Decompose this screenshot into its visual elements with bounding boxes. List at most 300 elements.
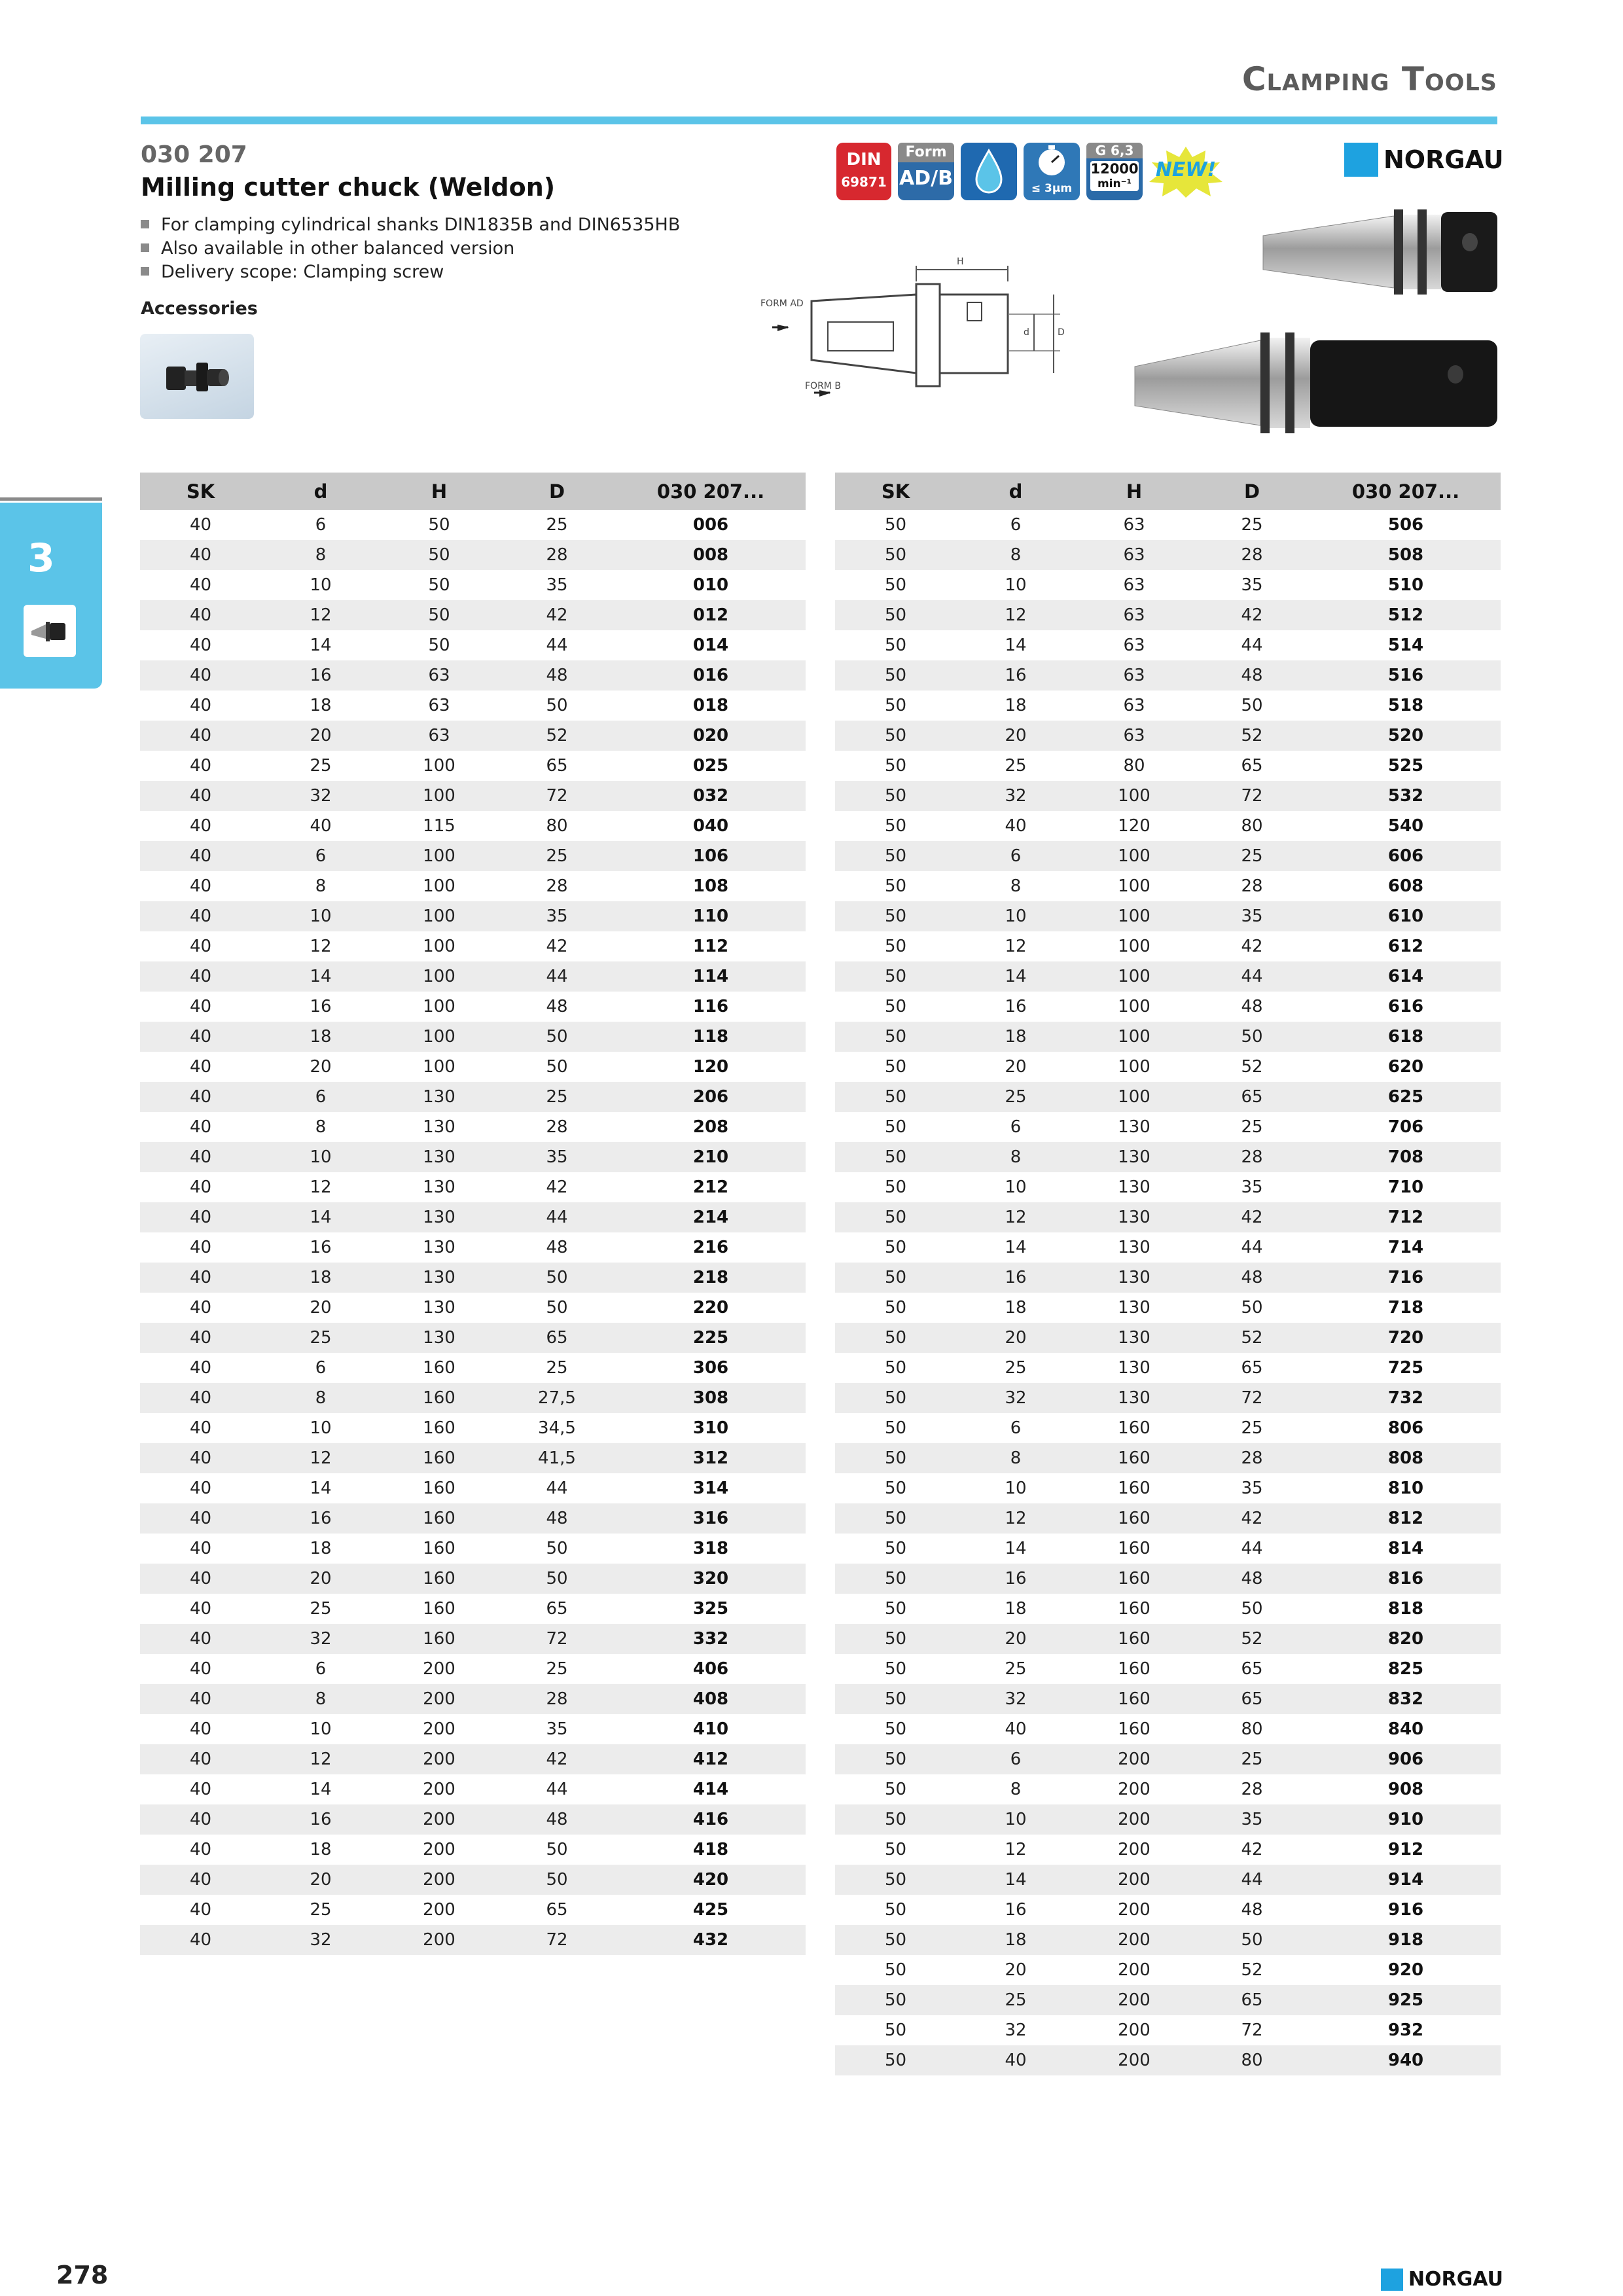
table-cell: 40 <box>189 1298 212 1318</box>
table-cell: 100 <box>1118 1087 1150 1107</box>
table-cell: 120 <box>1118 816 1150 836</box>
order-number-cell: 218 <box>692 1268 729 1287</box>
table-row <box>835 781 1501 811</box>
table-row <box>835 691 1501 721</box>
table-cell: 48 <box>1241 997 1263 1016</box>
table-cell: 72 <box>546 1629 568 1649</box>
order-number-cell: 212 <box>692 1177 729 1197</box>
table-cell: 12 <box>310 1177 332 1197</box>
order-number-cell: 220 <box>692 1298 729 1318</box>
table-cell: 10 <box>1005 1177 1027 1197</box>
table-cell: 16 <box>1005 1900 1027 1920</box>
table-cell: 35 <box>1241 1177 1263 1197</box>
table-cell: 16 <box>310 1238 332 1257</box>
order-number-cell: 840 <box>1387 1719 1424 1739</box>
order-number-cell: 010 <box>692 575 729 595</box>
table-cell: 65 <box>546 1900 568 1920</box>
order-number-cell: 114 <box>692 967 729 986</box>
table-cell: 40 <box>189 1629 212 1649</box>
table-cell: 130 <box>423 1298 455 1318</box>
table-cell: 50 <box>884 1689 907 1709</box>
table-cell: 40 <box>189 1087 212 1107</box>
table-cell: 14 <box>1005 1238 1027 1257</box>
table-cell: 12 <box>1005 1208 1027 1227</box>
table-cell: 8 <box>315 1388 327 1408</box>
order-number-cell: 310 <box>692 1418 729 1438</box>
table-body <box>835 510 1501 2075</box>
order-number-cell: 718 <box>1387 1298 1424 1318</box>
table-cell: 50 <box>884 876 907 896</box>
table-cell: 14 <box>1005 1539 1027 1558</box>
table-cell: 48 <box>546 997 568 1016</box>
table-cell: 42 <box>546 605 568 625</box>
table-cell: 48 <box>546 1238 568 1257</box>
order-number-cell: 320 <box>692 1569 729 1588</box>
table-header <box>140 473 806 510</box>
table-row <box>140 1744 806 1774</box>
table-cell: 50 <box>1241 1027 1263 1047</box>
order-number-cell: 410 <box>692 1719 729 1739</box>
table-cell: 40 <box>189 1749 212 1769</box>
table-cell: 160 <box>423 1509 455 1528</box>
col-header-h: H <box>1126 480 1143 503</box>
table-body <box>140 510 806 1955</box>
table-cell: 44 <box>1241 1238 1263 1257</box>
table-row <box>140 1684 806 1714</box>
order-number-cell: 106 <box>692 846 729 866</box>
table-cell: 50 <box>884 1719 907 1739</box>
table-row <box>140 1353 806 1383</box>
order-number-cell: 210 <box>692 1147 729 1167</box>
table-cell: 20 <box>1005 1960 1027 1980</box>
table-cell: 6 <box>315 1087 327 1107</box>
table-cell: 42 <box>546 937 568 956</box>
table-cell: 50 <box>884 1177 907 1197</box>
col-header-order-no: 030 207... <box>1351 480 1460 503</box>
order-number-cell: 516 <box>1387 666 1424 685</box>
table-row <box>835 1925 1501 1955</box>
table-cell: 6 <box>315 846 327 866</box>
order-number-cell: 518 <box>1387 696 1424 715</box>
table-cell: 200 <box>423 1780 455 1799</box>
table-cell: 50 <box>546 1840 568 1859</box>
table-cell: 130 <box>1118 1328 1150 1348</box>
table-row <box>835 660 1501 691</box>
order-number-cell: 806 <box>1387 1418 1424 1438</box>
order-number-cell: 416 <box>692 1810 729 1829</box>
order-number-cell: 012 <box>692 605 729 625</box>
table-row <box>835 1955 1501 1985</box>
table-cell: 200 <box>423 1719 455 1739</box>
table-cell: 25 <box>1241 846 1263 866</box>
norgau-logo-mark-footer <box>1381 2269 1403 2291</box>
table-cell: 115 <box>423 816 455 836</box>
table-cell: 65 <box>1241 1358 1263 1378</box>
order-number-cell: 112 <box>692 937 729 956</box>
table-cell: 50 <box>884 515 907 535</box>
table-row <box>140 992 806 1022</box>
table-cell: 50 <box>884 1840 907 1859</box>
table-cell: 40 <box>189 1719 212 1739</box>
order-number-cell: 525 <box>1387 756 1424 776</box>
table-cell: 63 <box>1123 605 1145 625</box>
table-cell: 80 <box>1123 756 1145 776</box>
order-number-cell: 025 <box>692 756 729 776</box>
table-cell: 40 <box>189 726 212 745</box>
table-cell: 50 <box>884 1569 907 1588</box>
table-row <box>140 1835 806 1865</box>
table-row <box>140 1052 806 1082</box>
table-cell: 50 <box>884 1479 907 1498</box>
chuck-photo-large <box>1130 314 1499 445</box>
table-row <box>140 1714 806 1744</box>
table-cell: 40 <box>189 967 212 986</box>
table-cell: 50 <box>428 515 450 535</box>
order-number-cell: 208 <box>692 1117 729 1137</box>
accessories-label: Accessories <box>141 298 258 319</box>
table-row <box>835 1534 1501 1564</box>
table-cell: 50 <box>884 1810 907 1829</box>
table-cell: 16 <box>1005 666 1027 685</box>
table-row <box>140 1594 806 1624</box>
order-number-cell: 532 <box>1387 786 1424 806</box>
order-number-cell: 610 <box>1387 906 1424 926</box>
table-cell: 8 <box>315 545 327 565</box>
table-cell: 44 <box>1241 1539 1263 1558</box>
product-code: 030 207 <box>141 141 247 168</box>
table-cell: 50 <box>884 997 907 1016</box>
table-row <box>835 1684 1501 1714</box>
table-cell: 48 <box>546 666 568 685</box>
table-cell: 50 <box>546 1569 568 1588</box>
col-header-d: d <box>313 480 328 503</box>
table-cell: 40 <box>189 1418 212 1438</box>
order-number-cell: 216 <box>692 1238 729 1257</box>
table-cell: 130 <box>423 1238 455 1257</box>
table-cell: 52 <box>1241 1328 1263 1348</box>
table-cell: 72 <box>546 786 568 806</box>
order-number-cell: 925 <box>1387 1990 1424 2010</box>
table-row <box>140 1925 806 1955</box>
table-cell: 41,5 <box>538 1448 576 1468</box>
table-cell: 130 <box>1118 1117 1150 1137</box>
table-row <box>835 1112 1501 1142</box>
table-cell: 200 <box>423 1659 455 1679</box>
accessory-pull-stud-image[interactable] <box>140 334 254 419</box>
table-cell: 130 <box>1118 1298 1150 1318</box>
table-row <box>835 1774 1501 1804</box>
table-cell: 200 <box>423 1870 455 1890</box>
table-cell: 42 <box>1241 1208 1263 1227</box>
table-cell: 50 <box>884 605 907 625</box>
table-cell: 50 <box>884 1780 907 1799</box>
table-cell: 52 <box>1241 1960 1263 1980</box>
table-cell: 40 <box>189 846 212 866</box>
order-number-cell: 506 <box>1387 515 1424 535</box>
table-cell: 100 <box>1118 876 1150 896</box>
order-number-cell: 620 <box>1387 1057 1424 1077</box>
table-cell: 14 <box>310 1479 332 1498</box>
table-cell: 48 <box>546 1509 568 1528</box>
table-cell: 160 <box>1118 1539 1150 1558</box>
feature-item: For clamping cylindrical shanks DIN1835B and DIN6535HB <box>141 213 680 237</box>
table-cell: 28 <box>1241 1780 1263 1799</box>
order-number-cell: 716 <box>1387 1268 1424 1287</box>
table-row <box>835 630 1501 660</box>
table-cell: 40 <box>189 997 212 1016</box>
table-cell: 50 <box>1241 1930 1263 1950</box>
gauge-icon <box>1024 143 1080 182</box>
table-cell: 200 <box>1118 2020 1150 2040</box>
table-cell: 50 <box>884 1870 907 1890</box>
table-cell: 200 <box>1118 1900 1150 1920</box>
order-number-cell: 318 <box>692 1539 729 1558</box>
table-cell: 35 <box>546 575 568 595</box>
table-cell: 40 <box>189 1569 212 1588</box>
order-number-cell: 814 <box>1387 1539 1424 1558</box>
table-row <box>835 1443 1501 1473</box>
table-cell: 160 <box>423 1629 455 1649</box>
table-cell: 50 <box>884 1509 907 1528</box>
table-cell: 6 <box>1010 1418 1022 1438</box>
table-cell: 40 <box>189 756 212 776</box>
table-row <box>140 630 806 660</box>
table-cell: 40 <box>189 696 212 715</box>
table-cell: 40 <box>189 1268 212 1287</box>
table-row <box>835 841 1501 871</box>
table-row <box>835 1714 1501 1744</box>
table-cell: 40 <box>189 1328 212 1348</box>
table-cell: 160 <box>423 1358 455 1378</box>
table-cell: 50 <box>884 1057 907 1077</box>
table-cell: 25 <box>1005 756 1027 776</box>
table-cell: 65 <box>1241 1659 1263 1679</box>
table-row <box>835 961 1501 992</box>
order-number-cell: 425 <box>692 1900 729 1920</box>
order-number-cell: 820 <box>1387 1629 1424 1649</box>
product-title: Milling cutter chuck (Weldon) <box>141 173 556 202</box>
table-cell: 28 <box>546 876 568 896</box>
table-cell: 18 <box>1005 1298 1027 1318</box>
table-cell: 8 <box>315 876 327 896</box>
feature-list <box>141 213 680 284</box>
order-number-cell: 710 <box>1387 1177 1424 1197</box>
col-header-D: D <box>548 480 565 503</box>
table-cell: 160 <box>1118 1719 1150 1739</box>
table-cell: 50 <box>884 816 907 836</box>
table-cell: 28 <box>546 545 568 565</box>
table-cell: 40 <box>310 816 332 836</box>
table-cell: 200 <box>1118 1749 1150 1769</box>
table-cell: 50 <box>884 2020 907 2040</box>
table-cell: 200 <box>1118 1870 1150 1890</box>
table-row <box>140 540 806 570</box>
table-row <box>140 1413 806 1443</box>
dim-d-label: d <box>1024 327 1029 338</box>
table-row <box>140 931 806 961</box>
table-cell: 50 <box>884 545 907 565</box>
table-cell: 72 <box>1241 786 1263 806</box>
table-row <box>835 1804 1501 1835</box>
table-cell: 28 <box>1241 876 1263 896</box>
table-cell: 12 <box>1005 937 1027 956</box>
order-number-cell: 008 <box>692 545 729 565</box>
order-number-cell: 316 <box>692 1509 729 1528</box>
table-cell: 130 <box>1118 1358 1150 1378</box>
table-cell: 40 <box>189 1930 212 1950</box>
table-cell: 50 <box>884 1238 907 1257</box>
section-title <box>1242 60 1497 98</box>
table-cell: 25 <box>1005 1358 1027 1378</box>
table-cell: 160 <box>1118 1689 1150 1709</box>
order-number-cell: 612 <box>1387 937 1424 956</box>
table-cell: 40 <box>189 575 212 595</box>
norgau-logo-mark <box>1344 143 1378 177</box>
table-row <box>140 1142 806 1172</box>
table-cell: 28 <box>546 1117 568 1137</box>
table-cell: 63 <box>1123 696 1145 715</box>
order-number-cell: 306 <box>692 1358 729 1378</box>
table-row <box>140 811 806 841</box>
table-cell: 50 <box>884 1208 907 1227</box>
table-cell: 160 <box>423 1418 455 1438</box>
table-cell: 14 <box>310 967 332 986</box>
table-cell: 130 <box>423 1268 455 1287</box>
table-row <box>140 1804 806 1835</box>
table-cell: 200 <box>423 1749 455 1769</box>
order-number-cell: 918 <box>1387 1930 1424 1950</box>
table-cell: 40 <box>189 1840 212 1859</box>
balance-badge: G 6,3 12000 min⁻¹ <box>1086 143 1143 200</box>
table-cell: 100 <box>423 967 455 986</box>
order-number-cell: 808 <box>1387 1448 1424 1468</box>
table-cell: 50 <box>546 1298 568 1318</box>
table-row <box>140 781 806 811</box>
table-row <box>835 510 1501 540</box>
table-row <box>835 1624 1501 1654</box>
table-cell: 10 <box>1005 1810 1027 1829</box>
order-number-cell: 618 <box>1387 1027 1424 1047</box>
table-row <box>140 1654 806 1684</box>
table-cell: 44 <box>1241 967 1263 986</box>
table-cell: 100 <box>1118 967 1150 986</box>
table-cell: 50 <box>884 1358 907 1378</box>
table-row <box>835 2045 1501 2075</box>
table-row <box>835 721 1501 751</box>
table-cell: 50 <box>884 1268 907 1287</box>
table-cell: 32 <box>310 1629 332 1649</box>
table-cell: 14 <box>310 1780 332 1799</box>
table-cell: 200 <box>423 1900 455 1920</box>
order-number-cell: 006 <box>692 515 729 535</box>
table-row <box>140 751 806 781</box>
table-cell: 63 <box>1123 666 1145 685</box>
table-cell: 6 <box>1010 1117 1022 1137</box>
table-row <box>140 510 806 540</box>
table-row <box>140 841 806 871</box>
table-cell: 63 <box>1123 726 1145 745</box>
table-cell: 12 <box>1005 1840 1027 1859</box>
table-cell: 28 <box>1241 1448 1263 1468</box>
table-cell: 10 <box>1005 1479 1027 1498</box>
table-cell: 25 <box>1005 1659 1027 1679</box>
table-cell: 50 <box>1241 1298 1263 1318</box>
table-cell: 50 <box>546 1268 568 1287</box>
coolant-icon <box>961 143 1017 200</box>
table-cell: 200 <box>1118 1840 1150 1859</box>
table-row <box>835 871 1501 901</box>
table-cell: 160 <box>423 1569 455 1588</box>
table-row <box>140 1865 806 1895</box>
table-cell: 52 <box>546 726 568 745</box>
table-cell: 100 <box>423 756 455 776</box>
bullet-icon <box>141 267 149 276</box>
order-number-cell: 732 <box>1387 1388 1424 1408</box>
table-row <box>140 1534 806 1564</box>
table-cell: 48 <box>1241 1569 1263 1588</box>
chapter-tab[interactable] <box>0 503 102 689</box>
header-rule <box>141 117 1497 124</box>
table-cell: 12 <box>1005 605 1027 625</box>
table-cell: 18 <box>310 1027 332 1047</box>
table-cell: 160 <box>1118 1629 1150 1649</box>
table-cell: 50 <box>884 786 907 806</box>
table-cell: 50 <box>546 1870 568 1890</box>
table-row <box>835 1323 1501 1353</box>
table-cell: 32 <box>1005 786 1027 806</box>
table-row <box>835 1413 1501 1443</box>
order-number-cell: 432 <box>692 1930 729 1950</box>
table-cell: 40 <box>189 1448 212 1468</box>
runout-tolerance-badge: ≤ 3µm <box>1024 143 1080 200</box>
table-cell: 12 <box>310 1749 332 1769</box>
table-row <box>835 1142 1501 1172</box>
order-number-cell: 625 <box>1387 1087 1424 1107</box>
table-cell: 25 <box>546 1087 568 1107</box>
table-cell: 14 <box>310 1208 332 1227</box>
table-cell: 18 <box>310 1840 332 1859</box>
order-number-cell: 940 <box>1387 2051 1424 2070</box>
table-row <box>835 1232 1501 1263</box>
table-cell: 50 <box>884 1147 907 1167</box>
table-row <box>835 992 1501 1022</box>
table-row <box>140 1624 806 1654</box>
table-row <box>140 600 806 630</box>
table-cell: 40 <box>189 1810 212 1829</box>
table-cell: 18 <box>1005 1930 1027 1950</box>
table-cell: 100 <box>423 786 455 806</box>
order-number-cell: 812 <box>1387 1509 1424 1528</box>
table-cell: 50 <box>884 696 907 715</box>
table-row <box>835 1835 1501 1865</box>
table-cell: 44 <box>546 1208 568 1227</box>
table-cell: 63 <box>428 696 450 715</box>
table-cell: 160 <box>1118 1418 1150 1438</box>
table-cell: 50 <box>884 1960 907 1980</box>
table-cell: 8 <box>1010 1448 1022 1468</box>
table-cell: 40 <box>1005 2051 1027 2070</box>
table-cell: 8 <box>315 1689 327 1709</box>
table-cell: 100 <box>1118 786 1150 806</box>
order-number-cell: 420 <box>692 1870 729 1890</box>
table-cell: 6 <box>315 515 327 535</box>
table-cell: 200 <box>423 1689 455 1709</box>
table-cell: 25 <box>310 756 332 776</box>
table-cell: 10 <box>310 1418 332 1438</box>
table-cell: 65 <box>1241 1990 1263 2010</box>
table-cell: 20 <box>1005 1328 1027 1348</box>
table-cell: 52 <box>1241 1057 1263 1077</box>
